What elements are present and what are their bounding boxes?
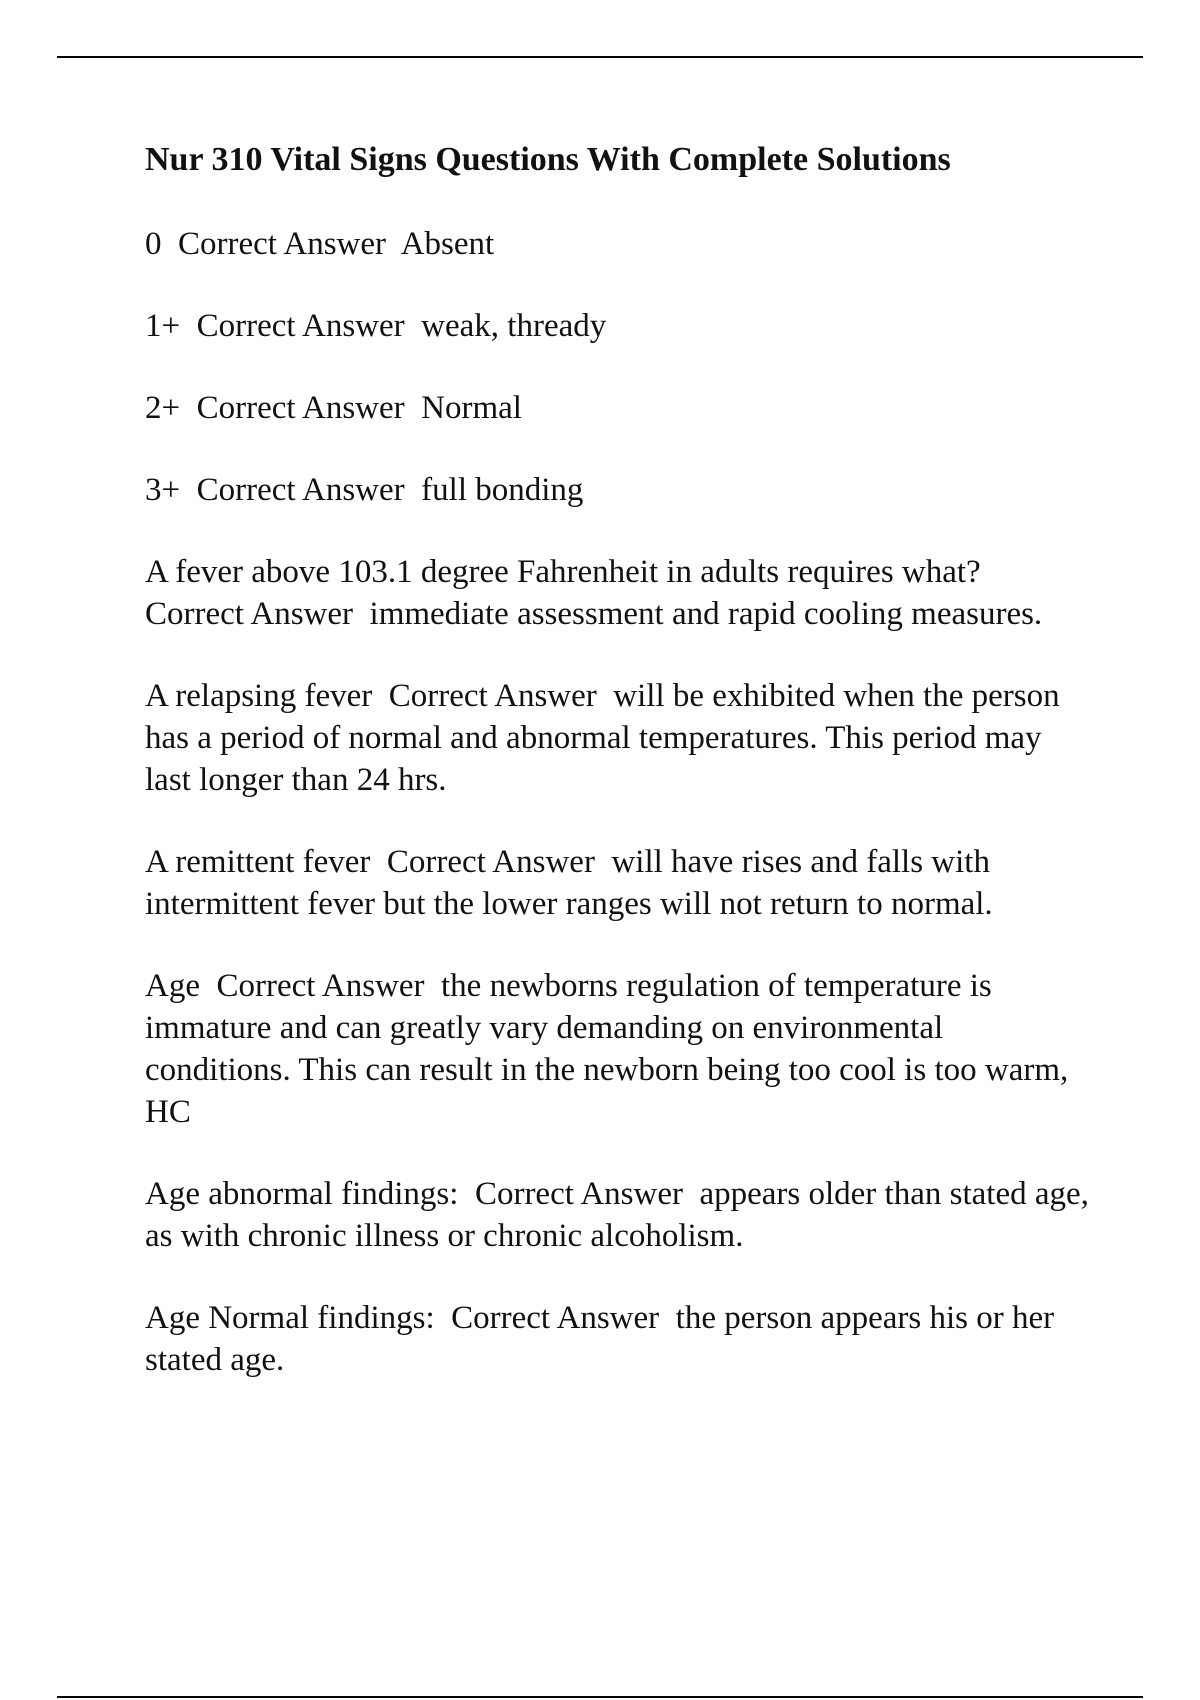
entry-label: Correct Answer [386,843,595,880]
qa-entry [145,469,1095,511]
entry-answer: Absent [400,225,495,262]
entry-answer: the newborns regulation of temperature is immature and can greatly vary demanding on environmental conditions. This can result in the newborn being too cool is too warm, HC [145,967,1077,1130]
entry-answer: Normal [421,389,522,426]
entry-label: Correct Answer [196,471,405,508]
qa-entry [145,675,1095,801]
entry-label: Correct Answer [145,595,354,632]
document-title: Nur 310 Vital Signs Questions With Complete Solutions [145,141,951,178]
qa-entry [145,387,1095,429]
document-body [145,140,1098,1421]
bottom-rule [57,1696,1143,1698]
entry-answer: the person appears his or her stated age. [145,1299,1063,1378]
qa-entry [145,305,1095,347]
entry-term: 0 [145,225,162,262]
entry-label: Correct Answer [178,225,387,262]
entry-answer: immediate assessment and rapid cooling measures. [369,595,1043,632]
entry-term: 3+ [145,471,181,508]
entry-answer: weak, thready [421,307,607,344]
entry-term: A relapsing fever [145,677,373,714]
qa-entry [145,223,1095,265]
entry-answer: full bonding [421,471,584,508]
qa-entry [145,551,1095,635]
qa-entry [145,1297,1095,1381]
entry-label: Correct Answer [451,1299,660,1336]
entry-term: 1+ [145,307,181,344]
entry-label: Correct Answer [196,389,405,426]
qa-entry [145,1173,1098,1257]
entry-label: Correct Answer [196,307,405,344]
entry-term: Age Normal findings: [145,1299,435,1336]
entry-term: Age [145,967,200,1004]
qa-entry [145,841,1095,925]
entry-term: A remittent fever [145,843,371,880]
entry-term: A fever above 103.1 degree Fahrenheit in adults requires what? [145,553,981,590]
entry-term: Age abnormal findings: [145,1175,459,1212]
entry-answer: will be exhibited when the person has a period of normal and abnormal temperatures. This period may last longer than 24 hrs. [145,677,1068,798]
top-rule [57,56,1143,58]
entry-answer: will have rises and falls with intermittent fever but the lower ranges will not return to normal. [145,843,999,922]
qa-entry [145,965,1095,1133]
entry-answer: appears older than stated age, as with chronic illness or chronic alcoholism. [145,1175,1098,1254]
entry-term: 2+ [145,389,181,426]
entry-label: Correct Answer [474,1175,683,1212]
entry-label: Correct Answer [216,967,425,1004]
entry-label: Correct Answer [388,677,597,714]
